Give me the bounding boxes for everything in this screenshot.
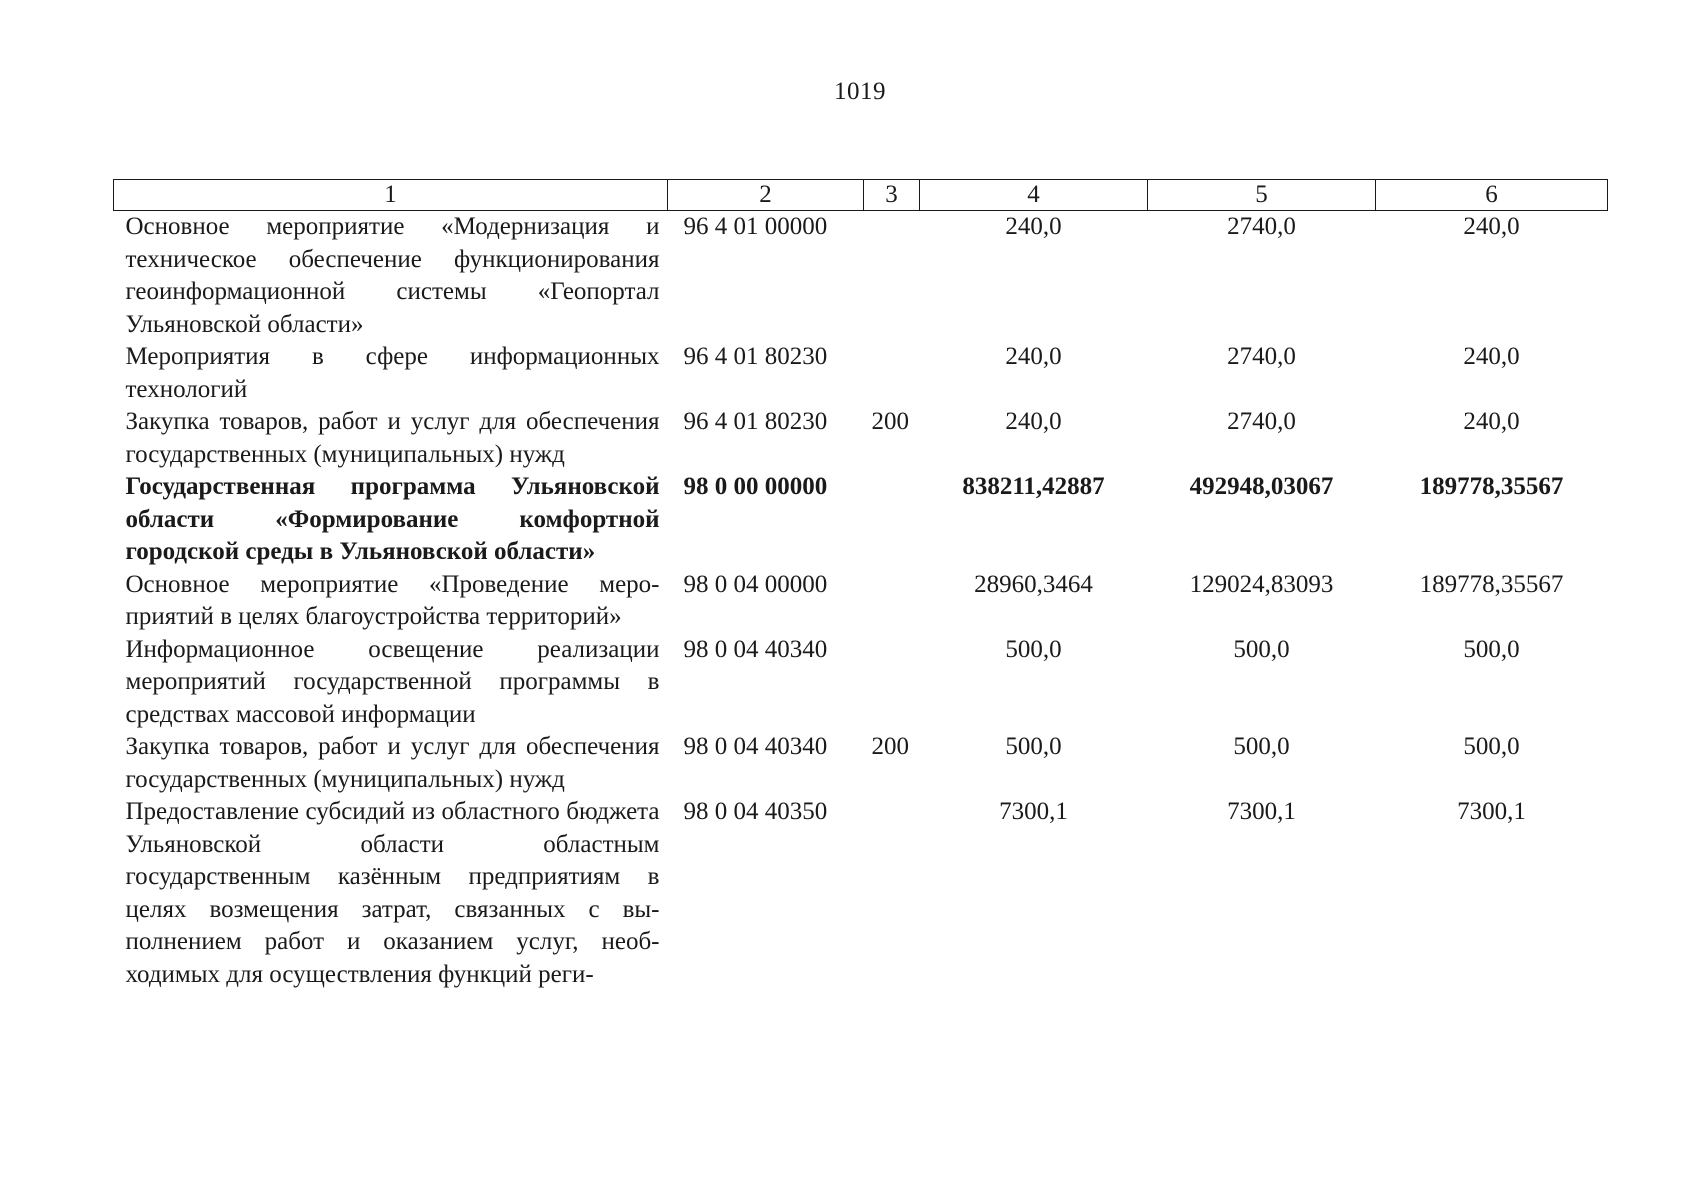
header-col-5: 5	[1148, 180, 1376, 211]
row-value-6: 189778,35567	[1419, 570, 1564, 598]
row-value-6: 7300,1	[1457, 798, 1526, 825]
table-row	[114, 471, 1608, 569]
row-name: Мероприятия в сфере информационных технологий	[125, 343, 660, 403]
row-code: 96 4 01 00000	[683, 213, 828, 240]
row-name: Закупка товаров, работ и услуг для обеспечения государственных (муниципальных) нужд	[125, 733, 660, 793]
row-code: 98 0 04 40340	[683, 635, 828, 663]
table-row	[114, 406, 1608, 471]
row-value-6: 240,0	[1463, 343, 1520, 370]
row-expense-type: 200	[871, 733, 909, 760]
row-value-4: 240,0	[1005, 343, 1062, 370]
row-value-4: 240,0	[1005, 408, 1062, 435]
row-value-5: 2740,0	[1227, 213, 1296, 240]
row-expense-type: 200	[871, 408, 909, 435]
table-body	[114, 211, 1608, 992]
header-col-4: 4	[920, 180, 1148, 211]
row-value-4: 500,0	[1005, 733, 1062, 760]
header-col-1: 1	[114, 180, 668, 211]
row-value-6: 500,0	[1463, 733, 1520, 760]
table-row	[114, 796, 1608, 991]
row-value-5: 2740,0	[1227, 343, 1296, 370]
table-row	[114, 731, 1608, 796]
table-header	[114, 180, 1608, 211]
row-value-6: 500,0	[1463, 635, 1520, 663]
row-value-5: 7300,1	[1227, 798, 1296, 825]
row-name: Информационное освещение реализации мероприятий государственной программы в средствах массовой информации	[125, 635, 660, 728]
row-name: Основное мероприятие «Модернизация и техническое обеспечение функционирования геоинформационной системы «Геопортал Ульяновской области»	[125, 213, 660, 338]
row-code: 96 4 01 80230	[683, 408, 828, 435]
budget-table	[113, 179, 1608, 991]
row-code: 98 0 00 00000	[683, 473, 828, 500]
row-value-4: 838211,42887	[962, 473, 1105, 500]
row-expense-type	[864, 796, 920, 991]
header-row	[114, 180, 1608, 211]
row-code: 98 0 04 00000	[683, 570, 828, 598]
row-value-6: 240,0	[1463, 213, 1520, 240]
row-name: Государственная программа Ульяновской области «Формирование комфортной городской среды в Ульяновской области»	[125, 473, 660, 565]
row-value-6: 240,0	[1463, 408, 1520, 435]
row-value-4: 7300,1	[999, 798, 1068, 825]
row-value-6: 189778,35567	[1419, 473, 1564, 500]
row-value-4: 240,0	[1005, 213, 1062, 240]
row-code: 96 4 01 80230	[683, 343, 828, 370]
page-number: 1019	[834, 78, 886, 105]
row-expense-type	[864, 569, 920, 634]
row-value-5: 492948,03067	[1189, 473, 1334, 500]
row-name: Закупка товаров, работ и услуг для обеспечения государственных (муниципальных) нужд	[125, 408, 660, 468]
row-value-4: 28960,3464	[974, 570, 1093, 598]
row-value-5: 500,0	[1233, 733, 1290, 760]
table-row	[114, 211, 1608, 342]
table-row	[114, 634, 1608, 732]
row-value-4: 500,0	[1005, 635, 1062, 663]
row-name: Предоставление субсидий из областного бюджета Ульяновской области областным государственным казённым предприятиям в целях возмещения затрат, связанных с выполнением работ и оказанием услуг, необходимых для осуществления функций реги-	[125, 798, 660, 988]
row-expense-type	[864, 471, 920, 569]
row-code: 98 0 04 40340	[683, 733, 828, 760]
row-value-5: 2740,0	[1227, 408, 1296, 435]
row-expense-type	[864, 211, 920, 342]
table-row	[114, 569, 1608, 634]
row-value-5: 129024,83093	[1189, 570, 1334, 598]
header-col-3: 3	[864, 180, 920, 211]
row-expense-type	[864, 341, 920, 406]
row-expense-type	[864, 634, 920, 732]
table-row	[114, 341, 1608, 406]
row-code: 98 0 04 40350	[683, 798, 828, 825]
row-name: Основное мероприятие «Проведение мероприятий в целях благоустройства территорий»	[125, 570, 660, 630]
row-value-5: 500,0	[1233, 635, 1290, 663]
header-col-2: 2	[668, 180, 864, 211]
header-col-6: 6	[1376, 180, 1608, 211]
